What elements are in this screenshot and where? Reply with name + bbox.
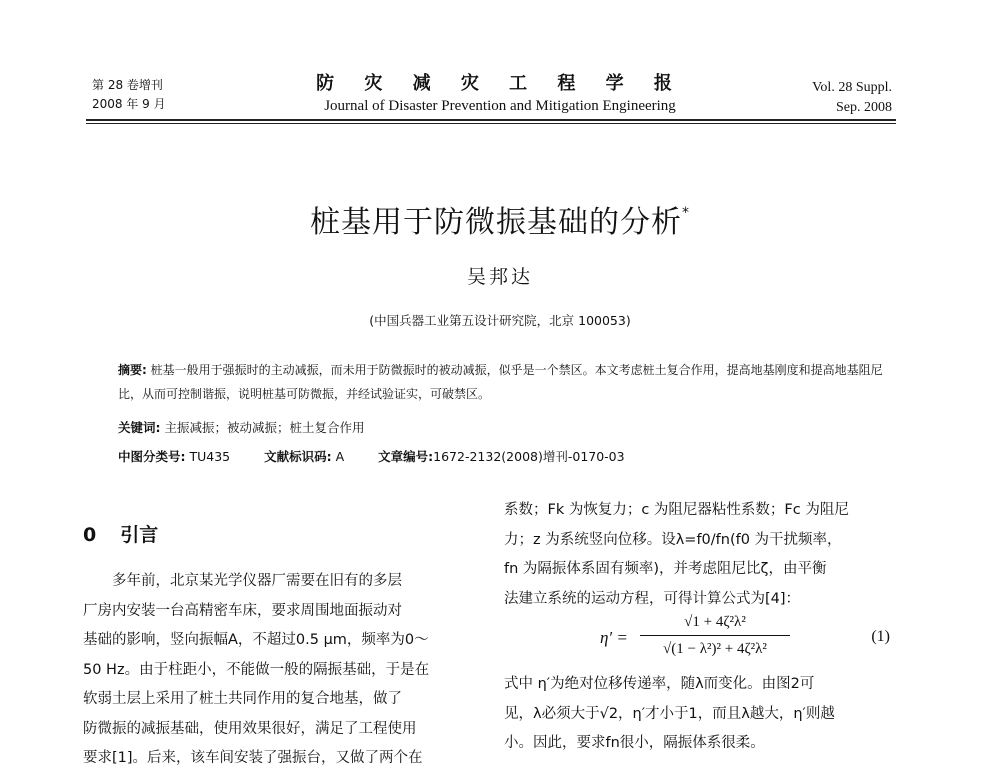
clc-value: TU435 [189,449,231,464]
left-column [83,567,463,774]
body-line: 50 Hz。由于柱距小，不能做一般的隔振基础，于是在 [83,661,430,678]
article-no-label: 文章编号: [378,449,434,464]
body-line: 见，λ必须大于√2，η′才小于1，而且λ越大，η′则越 [504,705,835,722]
keywords-text: 主振减振；被动减振；桩土复合作用 [164,420,365,435]
abstract-text: 桩基一般用于强振时的主动减振，而未用于防微振时的被动减振，似乎是一个禁区。本文考虑桩土复合作用，提高地基刚度和提高地基阻尼比，从而可控制谐振，说明桩基可防微振，并经试验证实，可破禁区。 [118,363,883,401]
header-left [92,76,166,114]
body-line: 厂房内安装一台高精密车床，要求周围地面振动对 [83,602,402,619]
journal-title-cn: 防 灾 减 灾 工 程 学 报 [316,73,684,94]
section-heading [83,520,158,547]
body-line: fn 为隔振体系固有频率)，并考虑阻尼比ζ，由平衡 [504,561,827,577]
equation-denominator: √(1 − λ²)² + 4ζ²λ² [663,641,767,657]
fraction-bar [640,635,790,636]
doc-code-label: 文献标识码: [264,449,332,464]
equation-1 [600,610,900,668]
body-line: 防微振的减振基础，使用效果很好，满足了工程使用 [83,720,417,737]
paper-title [0,197,1000,241]
header-center [220,72,780,116]
volume-en: Vol. 28 Suppl. [812,80,892,95]
date-en: Sep. 2008 [836,100,892,115]
section-title: 引言 [120,524,159,546]
abstract [118,358,888,406]
body-line: 多年前，北京某光学仪器厂需要在旧有的多层 [112,573,402,589]
body-line: 式中 η′为绝对位移传递率，随λ而变化。由图2可 [504,676,815,692]
paper-title-text: 桩基用于防微振基础的分析 [310,205,682,240]
abstract-label: 摘要: [118,363,147,377]
body-line: 软弱土层上采用了桩土共同作用的复合地基，做了 [83,691,402,707]
body-line: 力；z 为系统竖向位移。设λ=f0/fn(f0 为干扰频率， [504,531,842,548]
date-cn: 2008 年 9 月 [92,97,166,111]
equation-fraction [640,610,790,661]
article-no-value: 1672-2132(2008)增刊-0170-03 [433,449,625,464]
body-line: 基础的影响，竖向振幅A，不超过0.5 μm，频率为0～ [83,632,429,648]
keywords-label: 关键词: [118,420,161,435]
equation-number: (1) [871,628,890,645]
body-line: 系数；Fk 为恢复力；c 为阻尼器粘性系数；Fc 为阻尼 [504,502,849,518]
title-footnote-mark: * [682,205,690,221]
right-column-top [504,496,899,614]
body-line: 法建立系统的运动方程，可得计算公式为[4]： [504,590,801,607]
body-line: 要求[1]。后来，该车间安装了强振台，又做了两个在 [83,750,423,766]
clc-label: 中图分类号: [118,449,186,464]
volume-cn: 第 28 卷增刊 [92,78,163,92]
header-right [812,78,892,118]
section-number: 0 [83,524,97,546]
right-column-bottom [504,670,899,759]
affiliation: (中国兵器工业第五设计研究院，北京 100053) [369,313,631,328]
header-rule-thick [86,119,896,121]
journal-title-en: Journal of Disaster Prevention and Mitigation Engineering [324,98,676,114]
classification-line [118,447,655,465]
body-line: 小。因此，要求fn很小，隔振体系很柔。 [504,735,765,751]
author: 吴邦达 [466,266,533,288]
doc-code-value: A [335,449,345,464]
equation-numerator: √1 + 4ζ²λ² [684,614,746,630]
keywords [118,418,365,436]
header-rule-thin [86,123,896,124]
equation-lhs: η′ = [600,628,628,647]
